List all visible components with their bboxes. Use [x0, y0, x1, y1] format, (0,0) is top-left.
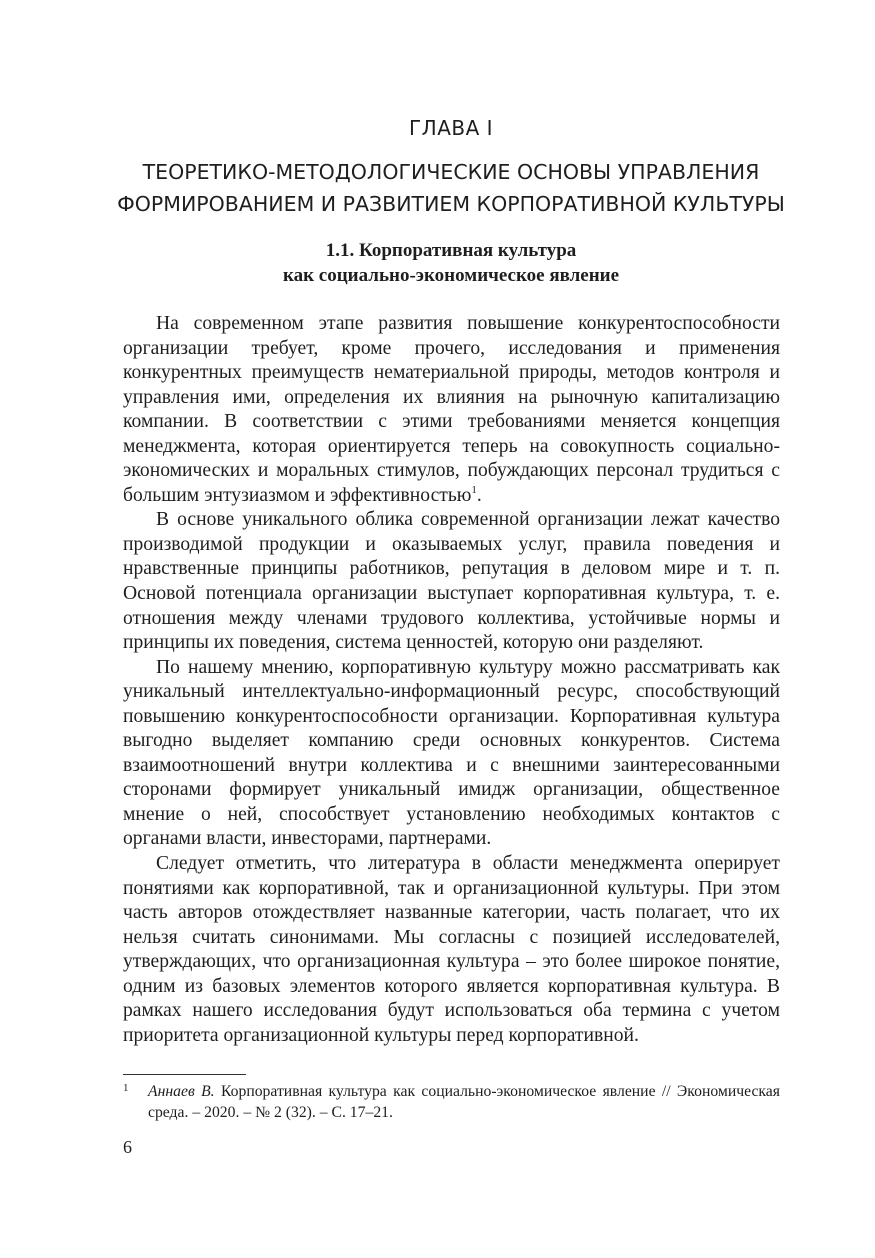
- paragraph-text: На современном этапе развития повышение конкурентоспособности организации требует, кроме прочего, исследования и применения конкурентных преимуществ нематериальной природы, методов контроля и управления ими, определения их влияния на рыночную капитализацию компании. В соответствии с этими требованиями меняется концепция менеджмента, которая ориентируется теперь на совокупность социально-экономических и моральных стимулов, побуждающих персонал трудиться с большим энтузиазмом и эффективностью: [123, 313, 780, 506]
- footnote-text: Корпоративная культура как социально-экономическое явление // Экономическая среда. – 2020. – № 2 (32). – С. 17–21.: [148, 1083, 780, 1121]
- paragraph-end: .: [476, 484, 482, 506]
- chapter-title-line-1: ТЕОРЕТИКО-МЕТОДОЛОГИЧЕСКИЕ ОСНОВЫ УПРАВЛЕНИЯ: [142, 160, 760, 184]
- chapter-label: ГЛАВА I: [408, 116, 494, 140]
- chapter-title: [0, 156, 875, 220]
- page-number: 6: [123, 1137, 132, 1157]
- section-title-line-1: 1.1. Корпоративная культура: [325, 240, 577, 261]
- body-text: [123, 312, 780, 1048]
- paragraph: [123, 312, 780, 508]
- footnote: [123, 1081, 780, 1123]
- section-title: [0, 238, 875, 288]
- section-title-line-2: как социально-экономическое явление: [282, 265, 620, 286]
- footnote-reference: 1: [471, 483, 477, 496]
- footnote-mark: 1: [123, 1082, 129, 1094]
- footnote-body: [123, 1081, 780, 1123]
- chapter-title-line-2: ФОРМИРОВАНИЕМ И РАЗВИТИЕМ КОРПОРАТИВНОЙ КУЛЬТУРЫ: [117, 192, 785, 216]
- footnote-divider: [123, 1074, 246, 1075]
- paragraph: По нашему мнению, корпоративную культуру можно рассматривать как уникальный интеллектуально-информационный ресурс, способствующий повышению конкурентоспособности организации. Корпоративная культура выгодно выделяет компанию среди основных конкурентов. Система взаимоотношений внутри коллектива и с внешними заинтересованными сторонами формирует уникальный имидж организации, общественное мнение о ней, способствует установлению необходимых контактов с органами власти, инвесторами, партнерами.: [123, 656, 780, 850]
- paragraph: В основе уникального облика современной организации лежат качество производимой продукции и оказываемых услуг, правила поведения и нравственные принципы работников, репутация в деловом мире и т. п. Основой потенциала организации выступает корпоративная культура, т. е. отношения между членами трудового коллектива, устойчивые нормы и принципы их поведения, система ценностей, которую они разделяют.: [123, 509, 780, 654]
- paragraph: Следует отметить, что литература в области менеджмента оперирует понятиями как корпоративной, так и организационной культуры. При этом часть авторов отождествляет названные категории, часть полагает, что их нельзя считать синонимами. Мы согласны с позицией исследователей, утверждающих, что организационная культура – это более широкое понятие, одним из базовых элементов которого является корпоративная культура. В рамках нашего исследования будут использоваться оба термина с учетом приоритета организационной культуры перед корпоративной.: [123, 853, 780, 1046]
- footnote-author: Аннаев В.: [148, 1083, 215, 1100]
